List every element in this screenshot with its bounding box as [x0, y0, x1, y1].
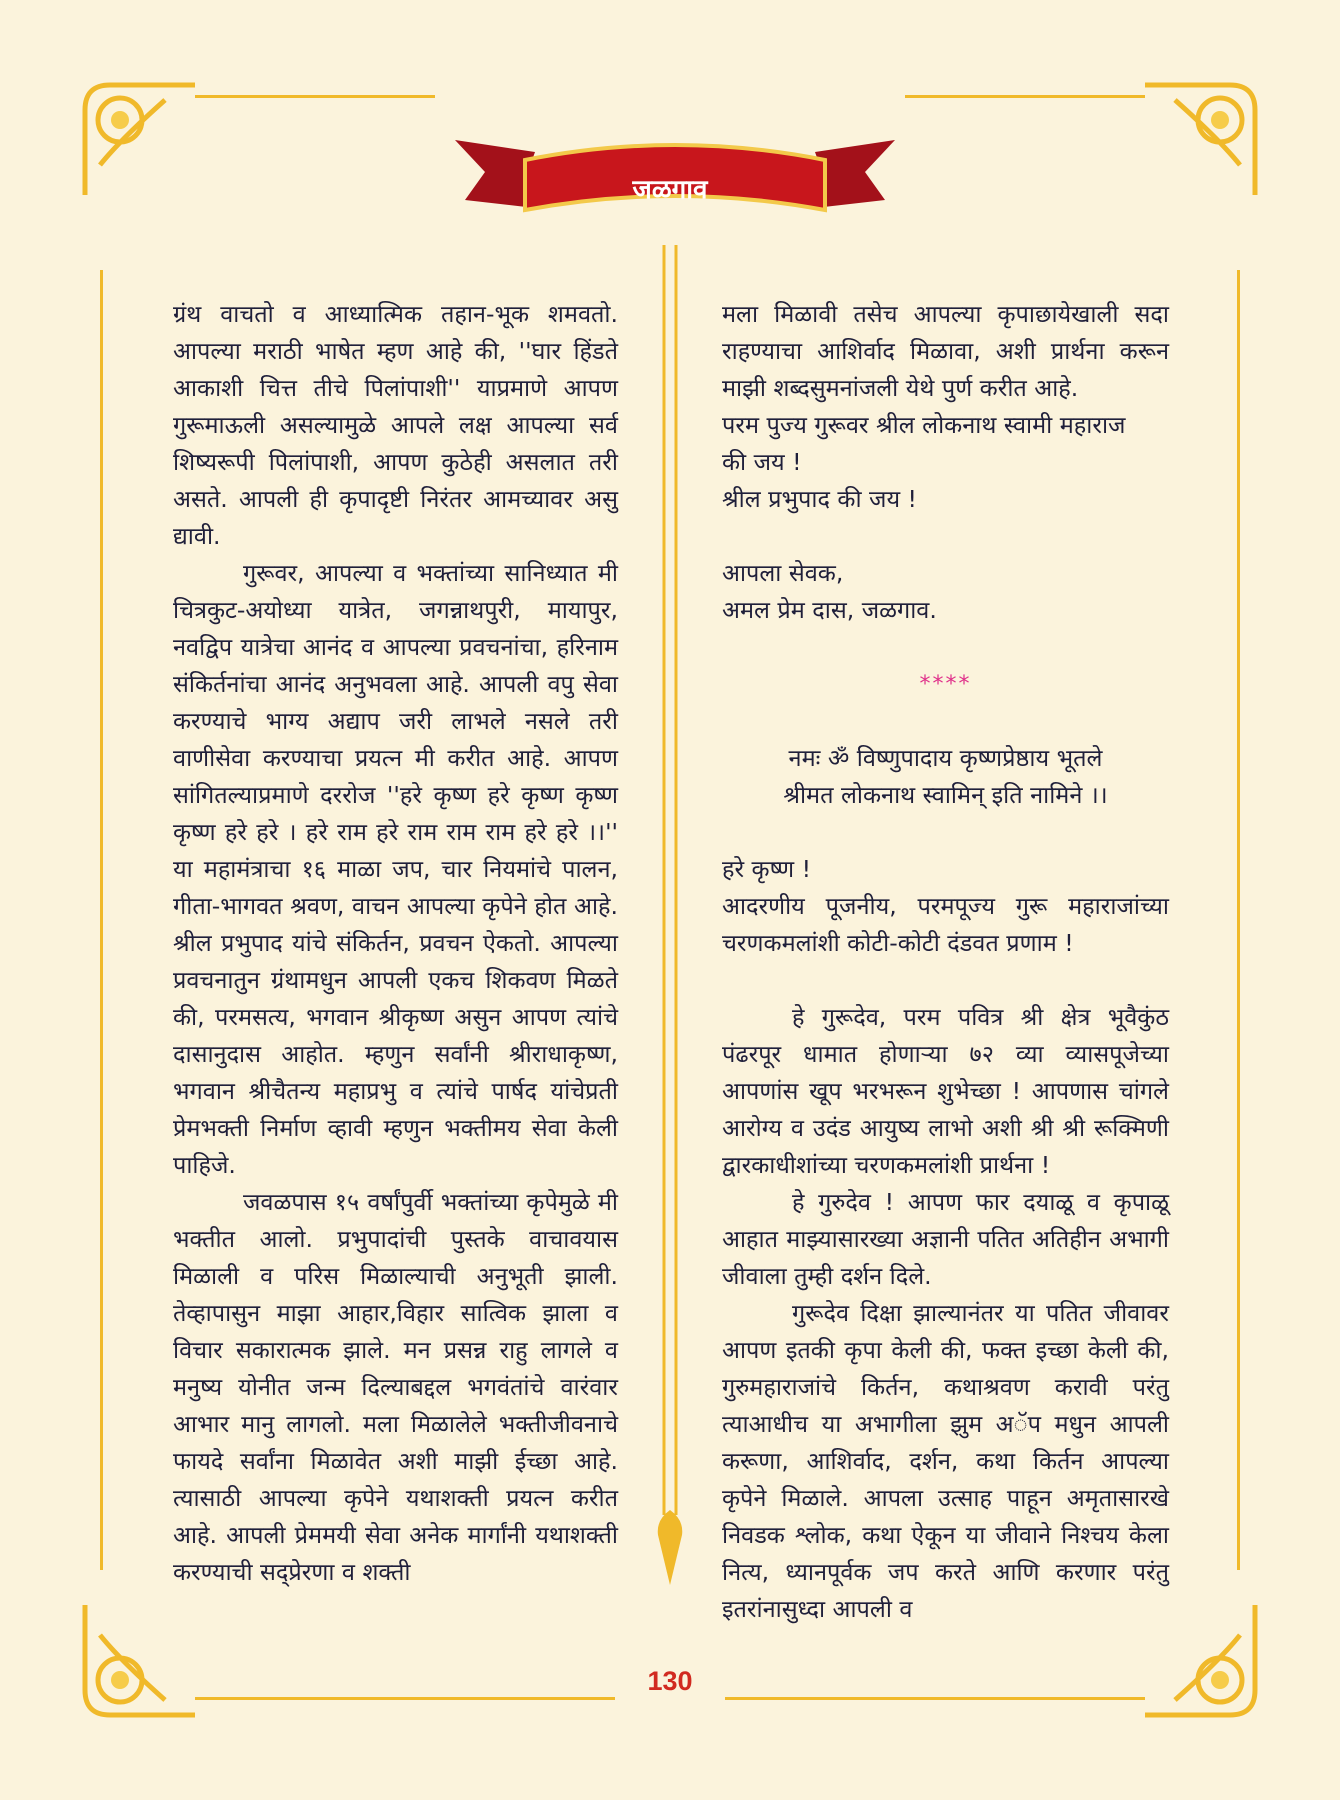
paragraph: जवळपास १५ वर्षांपुर्वी भक्तांच्या कृपेमुळे मी भक्तीत आलो. प्रभुपादांची पुस्तके वाचावयास मिळाली व परिस मिळाल्याची अनुभूती झाली. तेव्हापासुन माझा आहार,विहार सात्विक झाला व विचार सकारात्मक झाले. मन प्रसन्न राहु लागले व मनुष्य योनीत जन्म दिल्याबद्दल भगवंतांचे वारंवार आभार मानु लागलो. मला मिळालेले भक्तीजीवनाचे फायदे सर्वांना मिळावेत अशी माझी ईच्छा आहे. त्यासाठी आपल्या कृपेने यथाशक्ती प्रयत्न करीत आहे. आपली प्रेममयी सेवा अनेक मार्गांनी यथाशक्ती करण्याची सद्प्रेरणा व शक्ती [173, 1188, 618, 1586]
frame-left-line [100, 270, 103, 1570]
mantra-line: श्रीमत लोकनाथ स्वामिन् इति नामिने ।। [783, 781, 1108, 809]
right-column [722, 296, 1169, 1628]
corner-ornament-icon [1140, 70, 1270, 200]
jay-line: परम पुज्य गुरूवर श्रील लोकनाथ स्वामी महाराज [722, 411, 1126, 439]
paragraph: ग्रंथ वाचतो व आध्यात्मिक तहान-भूक शमवतो. आपल्या मराठी भाषेत म्हण आहे की, ''घार हिंडते आकाशी चित्त तीचे पिलांपाशी'' याप्रमाणे आपण गुरूमाऊली असल्यामुळे आपले लक्ष आपल्या सर्व शिष्यरूपी पिलांपाशी, आपण कुठेही असलात तरी असते. आपली ही कृपादृष्टी निरंतर आमच्यावर असु द्यावी. [173, 300, 618, 550]
column-divider [650, 245, 690, 1595]
frame-bottom-line [725, 1697, 1145, 1700]
frame-top-line [195, 95, 435, 98]
signature-line: आपला सेवक, [722, 559, 844, 587]
signature-line: अमल प्रेम दास, जळगाव. [722, 596, 937, 624]
frame-right-line [1237, 270, 1240, 1570]
page-title: जळगाव [632, 175, 708, 205]
mantra-line: नमः ॐ विष्णुपादाय कृष्णप्रेष्ठाय भूतले [788, 744, 1103, 772]
paragraph: गुरूदेव दिक्षा झाल्यानंतर या पतित जीवावर आपण इतकी कृपा केली की, फक्त इच्छा केली की, गुरुमहाराजांचे किर्तन, कथाश्रवण करावी परंतु त्याआधीच या अभागीला झुम अॅप मधुन आपली करूणा, आशिर्वाद, दर्शन, कथा किर्तन आपल्या कृपेने मिळाले. आपला उत्साह पाहून अमृतासारखे निवडक श्लोक, कथा ऐकून या जीवाने निश्चय केला नित्य, ध्यानपूर्वक जप करते आणि करणार परंतु इतरांनासुध्दा आपली व [722, 1299, 1169, 1623]
left-column [173, 296, 618, 1591]
salutation: आदरणीय पूजनीय, परमपूज्य गुरू महाराजांच्या चरणकमलांशी कोटी-कोटी दंडवत प्रणाम ! [722, 892, 1169, 957]
frame-bottom-line [195, 1697, 615, 1700]
paragraph: मला मिळावी तसेच आपल्या कृपाछायेखाली सदा राहण्याचा आशिर्वाद मिळावा, अशी प्रार्थना करून माझी शब्दसुमनांजली येथे पुर्ण करीत आहे. [722, 300, 1169, 402]
corner-ornament-icon [70, 1600, 200, 1730]
jay-line: की जय ! [722, 448, 802, 476]
corner-ornament-icon [70, 70, 200, 200]
paragraph: हे गुरुदेव ! आपण फार दयाळू व कृपाळू आहात माझ्यासारख्या अज्ञानी पतित अतिहीन अभागी जीवाला तुम्ही दर्शन दिले. [722, 1188, 1169, 1290]
frame-top-line [905, 95, 1145, 98]
separator-stars: **** [919, 672, 972, 697]
paragraph: हे गुरूदेव, परम पवित्र श्री क्षेत्र भूवैकुंठ पंढरपूर धामात होणाऱ्या ७२ व्या व्यासपूजेच्या आपणांस खूप भरभरून शुभेच्छा ! आपणास चांगले आरोग्य व उदंड आयुष्य लाभो अशी श्री श्री रूक्मिणी द्वारकाधीशांच्या चरणकमलांशी प्रार्थना ! [722, 1003, 1169, 1179]
page-number: 130 [647, 1666, 693, 1696]
jay-line: श्रील प्रभुपाद की जय ! [722, 485, 917, 513]
greeting: हरे कृष्ण ! [722, 855, 812, 883]
paragraph: गुरूवर, आपल्या व भक्तांच्या सानिध्यात मी चित्रकुट-अयोध्या यात्रेत, जगन्नाथपुरी, मायापुर, नवद्विप यात्रेचा आनंद व आपल्या प्रवचनांचा, हरिनाम संकिर्तनांचा आनंद अनुभवला आहे. आपली वपु सेवा करण्याचे भाग्य अद्याप जरी लाभले नसले तरी वाणीसेवा करण्याचा प्रयत्न मी करीत आहे. आपण सांगितल्याप्रमाणे दररोज ''हरे कृष्ण हरे कृष्ण कृष्ण कृष्ण हरे हरे । हरे राम हरे राम राम राम हरे हरे ।।'' या महामंत्राचा १६ माळा जप, चार नियमांचे पालन, गीता-भागवत श्रवण, वाचन आपल्या कृपेने होत आहे. श्रील प्रभुपाद यांचे संकिर्तन, प्रवचन ऐकतो. आपल्या प्रवचनातुन ग्रंथामधुन आपली एकच शिकवण मिळते की, परमसत्य, भगवान श्रीकृष्ण असुन आपण त्यांचे दासानुदास आहोत. म्हणुन सर्वांनी श्रीराधाकृष्ण, भगवान श्रीचैतन्य महाप्रभु व त्यांचे पार्षद यांचेप्रती प्रेमभक्ती निर्माण व्हावी म्हणुन भक्तीमय सेवा केली पाहिजे. [173, 559, 618, 1179]
